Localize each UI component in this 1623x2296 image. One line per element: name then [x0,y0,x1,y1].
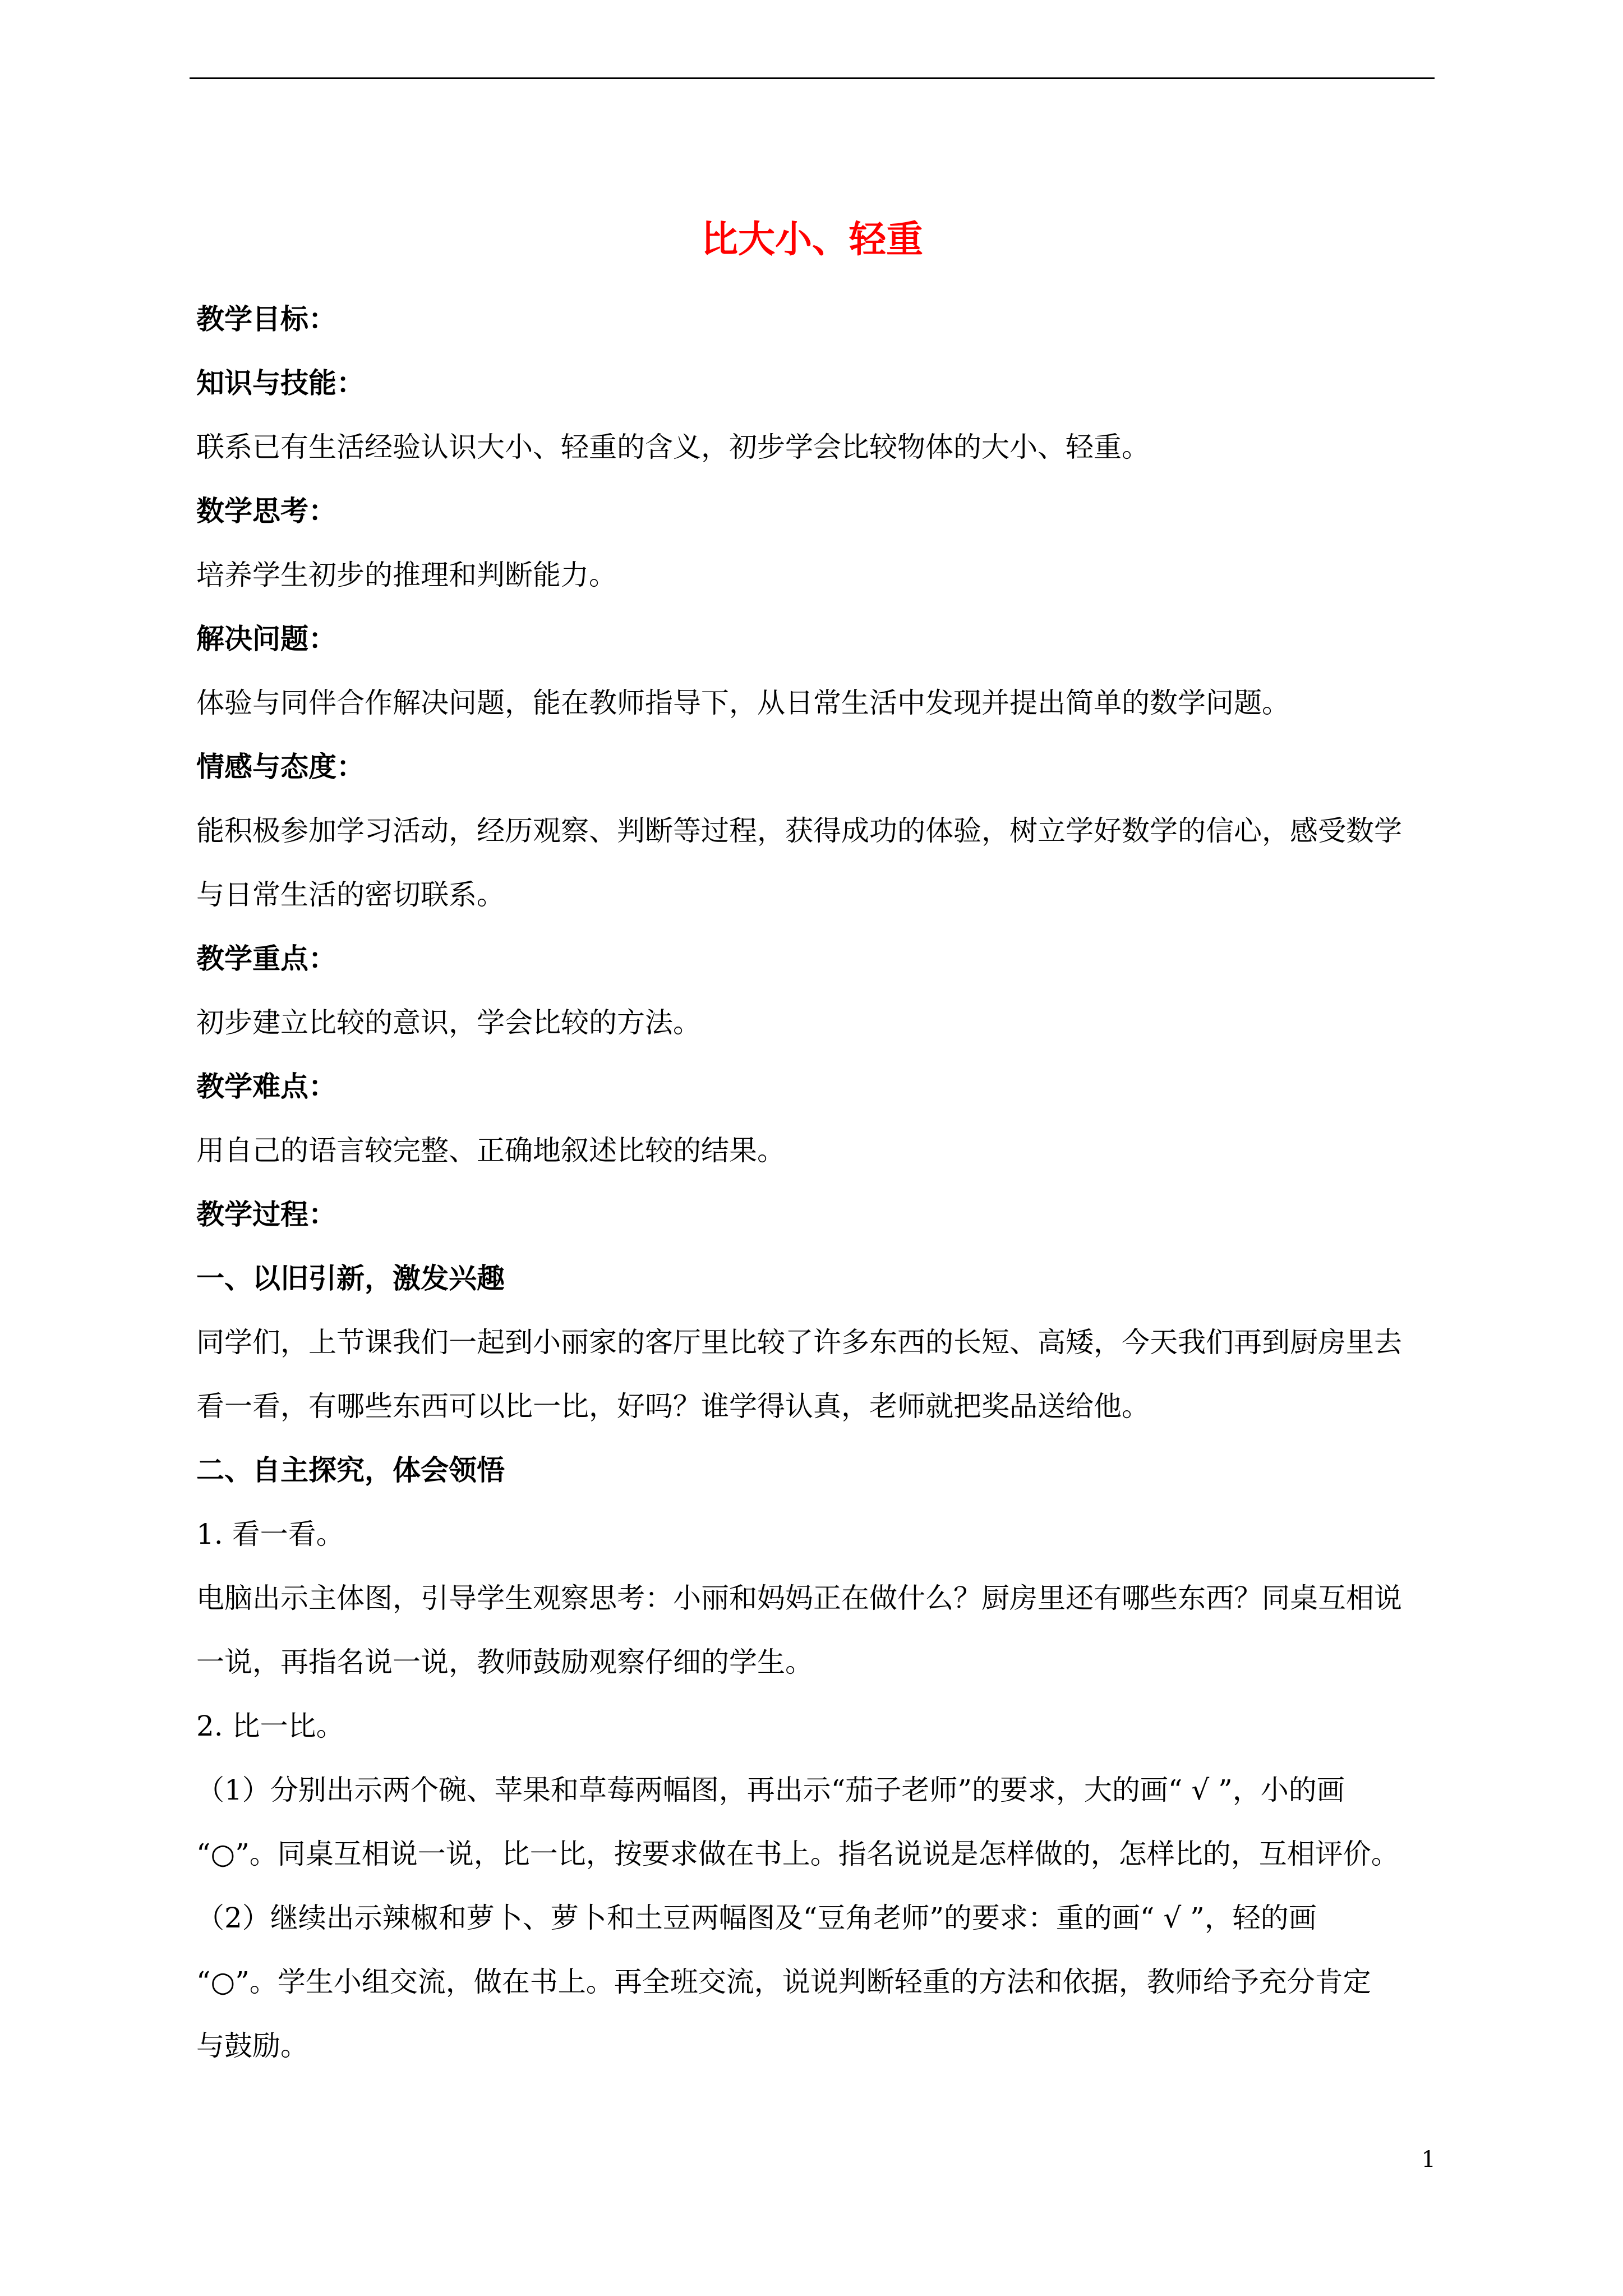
body-line: “○”。同桌互相说一说，比一比，按要求做在书上。指名说说是怎样做的，怎样比的，互相评价。 [196,1838,1399,1870]
body-line: 能积极参加学习活动，经历观察、判断等过程，获得成功的体验，树立学好数学的信心，感受数学 [196,815,1402,847]
body-line: 看一看，有哪些东西可以比一比，好吗？谁学得认真，老师就把奖品送给他。 [196,1390,1150,1423]
body-line: 与日常生活的密切联系。 [196,878,505,911]
body-line: 1. 看一看。 [196,1518,344,1550]
body-line: 解决问题： [196,622,336,655]
body-line: 电脑出示主体图，引导学生观察思考：小丽和妈妈正在做什么？厨房里还有哪些东西？同桌互相说 [196,1582,1402,1614]
body-line: 联系已有生活经验认识大小、轻重的含义，初步学会比较物体的大小、轻重。 [196,431,1150,463]
body-line: 教学重点： [196,942,336,975]
body-line: “○”。学生小组交流，做在书上。再全班交流，说说判断轻重的方法和依据，教师给予充分肯定 [196,1966,1371,1998]
body-line: 2. 比一比。 [196,1710,344,1742]
document-body [196,287,1436,2078]
body-line: 体验与同伴合作解决问题，能在教师指导下，从日常生活中发现并提出简单的数学问题。 [196,687,1290,719]
body-line: 培养学生初步的推理和判断能力。 [196,559,617,591]
body-line: 教学难点： [196,1070,336,1103]
body-line: 同学们，上节课我们一起到小丽家的客厅里比较了许多东西的长短、高矮，今天我们再到厨房里去 [196,1326,1402,1359]
body-line: （1）分别出示两个碗、苹果和草莓两幅图，再出示“茄子老师”的要求，大的画“ √ ”，小的画 [196,1774,1345,1806]
body-line: 一、以旧引新，激发兴趣 [196,1262,505,1295]
body-line: 知识与技能： [196,366,365,399]
body-line: 用自己的语言较完整、正确地叙述比较的结果。 [196,1134,785,1167]
body-line: 与鼓励。 [196,2030,308,2062]
body-line: 情感与态度： [196,750,365,783]
body-line: 一说，再指名说一说，教师鼓励观察仔细的学生。 [196,1646,813,1678]
body-line: 二、自主探究，体会领悟 [196,1453,505,1487]
document-title: 比大小、轻重 [701,217,923,261]
body-line: 初步建立比较的意识，学会比较的方法。 [196,1006,701,1039]
header-rule [190,77,1435,79]
body-line: 教学过程： [196,1198,336,1231]
body-line: 教学目标： [196,302,336,335]
page-number: 1 [1421,2147,1436,2173]
body-line: 数学思考： [196,494,336,527]
body-line: （2）继续出示辣椒和萝卜、萝卜和土豆两幅图及“豆角老师”的要求：重的画“ √ ”，轻的画 [196,1902,1317,1934]
